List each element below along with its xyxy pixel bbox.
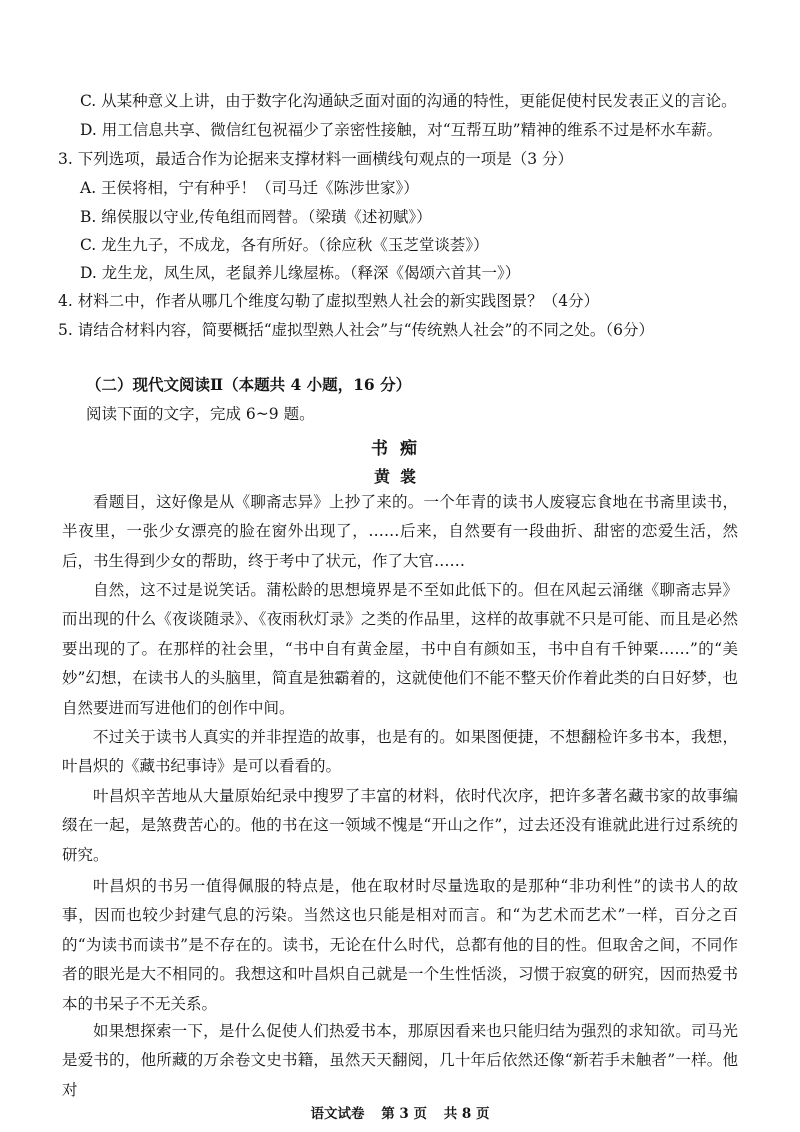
option-c-prev: C. 从某种意义上讲，由于数字化沟通缺乏面对面的沟通的特性，更能促使村民发表正义的言论。 — [80, 92, 737, 110]
article-title: 书痴 — [371, 439, 429, 459]
q3-option-a: A. 王侯将相，宁有种乎！（司马迁《陈涉世家》） — [80, 179, 419, 197]
article-paragraph-6: 如果想探索一下，是什么促使人们热爱书本，那原因看来也只能归结为强烈的求知欲。司马光是爱书的，他所藏的万余卷文史书籍，虽然天天翻阅，几十年后依然还像“新若手未触者”一样。他对 — [62, 1022, 738, 1099]
question-5: 5. 请结合材料内容，简要概括“虚拟型熟人社会”与“传统熟人社会”的不同之处。（6分） — [58, 321, 655, 339]
article-paragraph-4: 叶昌炽辛苦地从大量原始纪录中搜罗了丰富的材料，依时代次序，把许多著名藏书家的故事编缀在一起，是煞费苦心的。他的书在这一领域不愧是“开山之作”，过去还没有谁就此进行过系统的研究。 — [62, 787, 738, 864]
footer-total-pages: 共 8 页 — [443, 1106, 490, 1122]
article-paragraph-5: 叶昌炽的书另一值得佩服的特点是，他在取材时尽量选取的是那种“非功利性”的读书人的故事，因而也较少封建气息的污染。当然这也只能是相对而言。和“为艺术而艺术”一样，百分之百的“为读书而读书”是不存在的。读书，无论在什么时代，总都有他的目的性。但取舍之间，不同作者的眼光是大不相同的。我想这和叶昌炽自己就是一个生性恬淡，习惯于寂寞的研究，因而热爱书本的书呆子不无关系。 — [62, 877, 738, 1013]
section-heading: （二）现代文阅读Ⅱ（本题共 4 小题，16 分） — [86, 375, 412, 394]
footer-page-number: 第 3 页 — [381, 1106, 427, 1122]
q3-option-d: D. 龙生龙，凤生凤，老鼠养儿缘屋栋。（释深《偈颂六首其一》） — [80, 264, 521, 282]
article-author: 黄裳 — [373, 467, 426, 486]
option-d-prev: D. 用工信息共享、微信红包祝福少了亲密性接触，对“互帮互助”精神的维系不过是杯水车薪。 — [80, 121, 723, 139]
question-4: 4. 材料二中，作者从哪几个维度勾勒了虚拟型熟人社会的新实践图景？（4分） — [58, 292, 600, 310]
article-paragraph-2: 自然，这不过是说笑话。蒲松龄的思想境界是不至如此低下的。但在风起云涌继《聊斋志异》而出现的什么《夜谈随录》、《夜雨秋灯录》之类的作品里，这样的故事就不只是可能、而且是必然要出现的了。在那样的社会里，“书中自有黄金屋，书中自有颜如玉，书中自有千钟粟……”的“美妙”幻想，在读书人的头脑里，简直是独霸着的，这就使他们不能不整天价作着此类的白日好梦，也自然要进而写进他们的创作中间。 — [62, 581, 738, 717]
page-footer — [0, 1102, 800, 1122]
q3-option-b: B. 绵侯服以守业,传龟组而罔替。（梁璜《述初赋》） — [80, 208, 432, 226]
article-paragraph-1: 看题目，这好像是从《聊斋志异》上抄了来的。一个年青的读书人废寝忘食地在书斋里读书，半夜里，一张少女漂亮的脸在窗外出现了，……后来，自然要有一段曲折、甜密的恋爱生活，然后，书生得到少女的帮助，终于考中了状元，作了大官…… — [62, 493, 738, 570]
footer-subject: 语文试卷 — [310, 1106, 365, 1122]
question-3: 3. 下列选项，最适合作为论据来支撑材料一画横线句观点的一项是（3 分） — [58, 150, 574, 168]
article-paragraph-3: 不过关于读书人真实的并非捏造的故事，也是有的。如果图便捷，不想翻检许多书本，我想，叶昌炽的《藏书纪事诗》是可以看看的。 — [62, 728, 738, 776]
section-instruction: 阅读下面的文字，完成 6~9 题。 — [86, 405, 315, 423]
q3-option-c: C. 龙生九子，不成龙，各有所好。（徐应秋《玉芝堂谈荟》） — [80, 236, 489, 254]
